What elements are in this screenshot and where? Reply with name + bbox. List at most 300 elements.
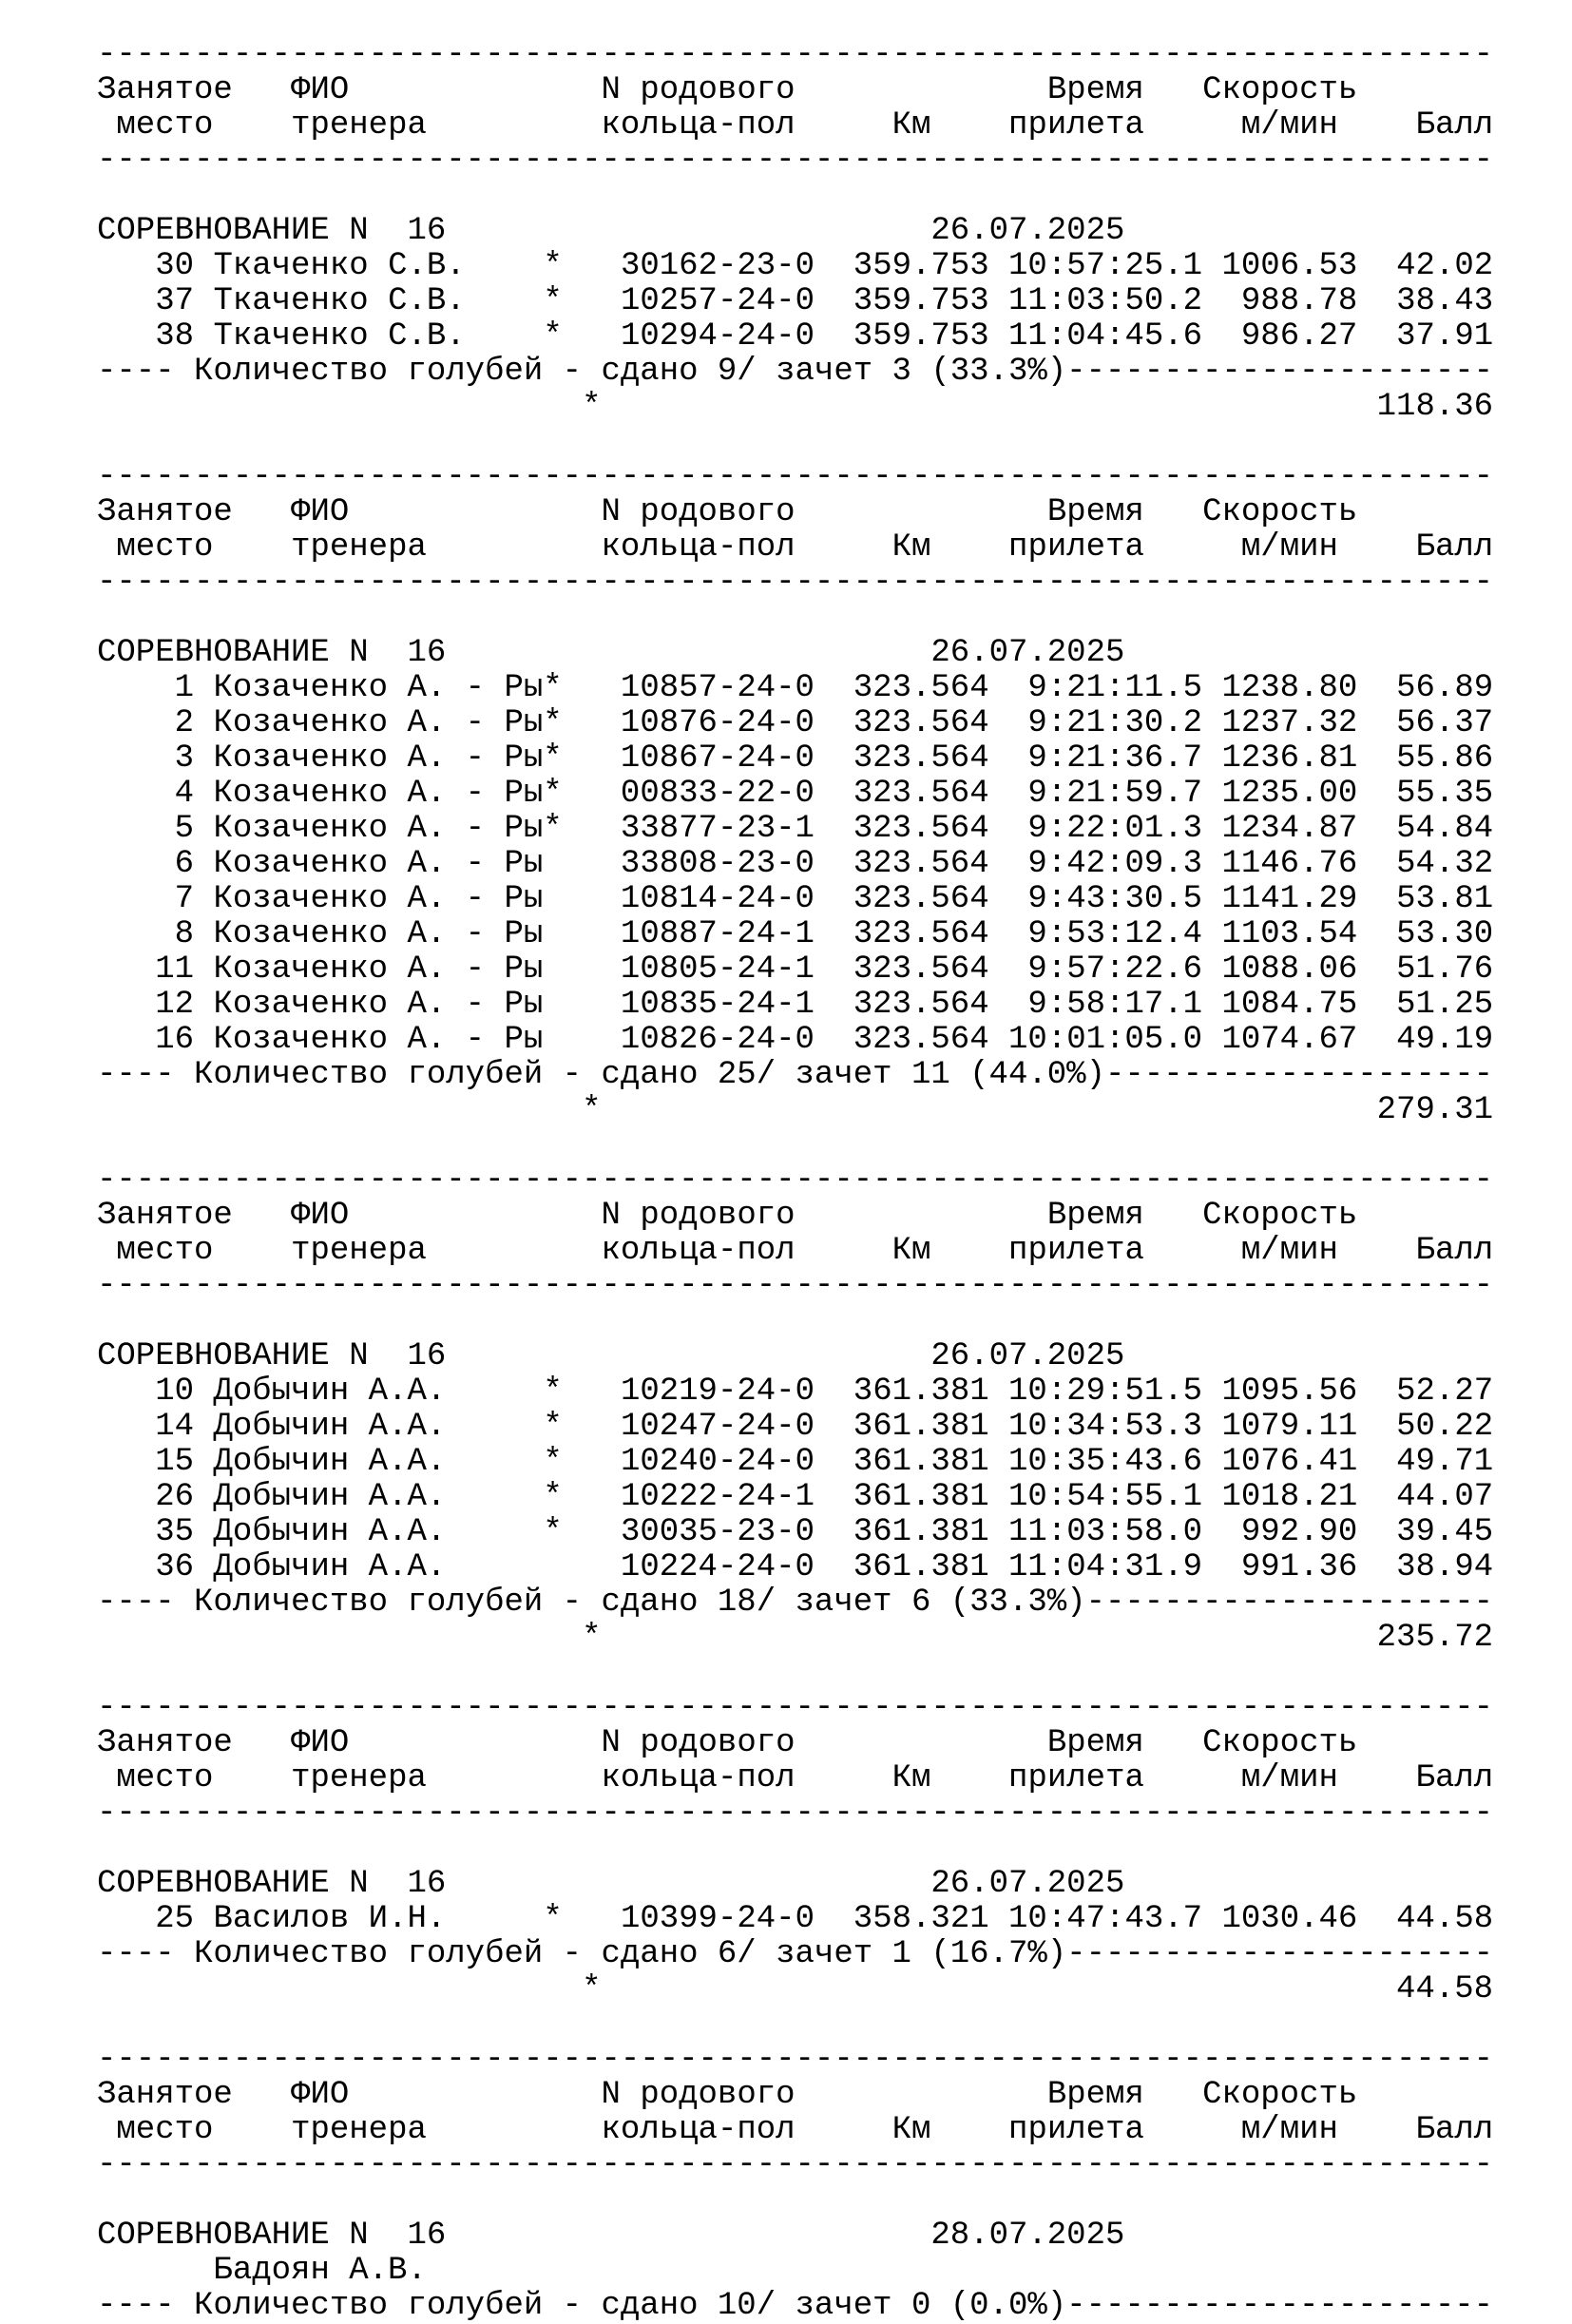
time-cell: 9:21:36.7 [1027,740,1203,777]
score-cell: 54.32 [1396,846,1494,882]
star-mark: * [543,318,563,355]
speed-cell: 1084.75 [1221,987,1358,1023]
place-cell: 38 [155,318,195,355]
blank-line [97,2007,1493,2043]
place-cell: 15 [155,1444,195,1480]
trainer-cell: Козаченко А. - Ры [213,916,544,952]
speed-cell: 1238.80 [1221,670,1358,706]
ring-cell: 10857-24-0 [620,670,815,706]
header-place: Занятое [97,72,233,108]
header-km: Км [891,1233,931,1269]
header-speed: Скорость [1202,72,1358,108]
trainer-cell: Добычин А.А. [213,1444,447,1480]
header-speed: м/мин [1240,107,1338,144]
column-header-line-1 [97,73,1493,108]
trainer-cell: Козаченко А. - Ры [213,846,544,882]
column-header-line-2 [97,1234,1493,1269]
star-mark: * [543,811,563,847]
km-cell: 361.381 [853,1444,989,1480]
time-cell: 10:01:05.0 [1008,1022,1203,1058]
summary-line: ---- Количество голубей - сдано 25/ зачет 11 (44.0%)-------------------- [97,1057,1494,1093]
speed-cell: 1103.54 [1221,916,1358,952]
column-header-line-2 [97,1761,1493,1796]
place-cell: 8 [174,916,195,952]
section-total-line [97,1093,1493,1128]
time-cell: 11:04:31.9 [1008,1549,1203,1585]
competition-date: 26.07.2025 [930,1866,1125,1902]
header-trainer: тренера [291,2112,427,2148]
ring-cell: 10887-24-1 [620,916,815,952]
header-score: Балл [1415,2112,1494,2148]
place-cell: 5 [174,811,195,847]
header-ring: кольца-пол [601,1233,796,1269]
column-header-line-1 [97,1726,1493,1761]
table-row [97,671,1493,706]
table-row [97,1515,1493,1550]
km-cell: 323.564 [853,987,989,1023]
column-header-line-2 [97,530,1493,566]
table-row [97,917,1493,952]
star-mark: * [543,776,563,812]
star-mark: * [543,1514,563,1550]
score-cell: 53.81 [1396,881,1494,917]
table-row [97,1902,1493,1937]
header-trainer: ФИО [291,1198,350,1234]
header-time: прилета [1008,529,1144,566]
speed-cell: 1235.00 [1221,776,1358,812]
speed-cell: 1146.76 [1221,846,1358,882]
section-title-line [97,636,1493,671]
header-trainer: тренера [291,107,427,144]
table-row [97,882,1493,917]
speed-cell: 992.90 [1240,1514,1358,1550]
header-speed: м/мин [1240,1233,1338,1269]
header-time: Время [1046,72,1144,108]
competition-title: СОРЕВНОВАНИЕ N 16 [97,635,447,671]
score-cell: 56.37 [1396,705,1494,741]
separator-line: ------------------------------------------------------------------------ [97,143,1494,179]
ring-cell: 10814-24-0 [620,881,815,917]
time-cell: 10:54:55.1 [1008,1479,1203,1515]
header-place: Занятое [97,1198,233,1234]
trainer-only-row [97,2254,1493,2289]
separator-line: ------------------------------------------------------------------------ [97,1796,1494,1832]
competition-section [97,38,1493,460]
star-mark: * [543,1373,563,1410]
table-row [97,1410,1493,1445]
speed-cell: 1237.32 [1221,705,1358,741]
header-place: Занятое [97,2077,233,2113]
km-cell: 323.564 [853,846,989,882]
header-km: Км [891,107,931,144]
time-cell: 10:57:25.1 [1008,248,1203,284]
trainer-cell: Козаченко А. - Ры [213,811,544,847]
time-cell: 9:21:11.5 [1027,670,1203,706]
summary-line: ---- Количество голубей - сдано 9/ зачет 3 (33.3%)---------------------- [97,354,1494,390]
blank-line [97,1304,1493,1339]
trainer-cell: Ткаченко С.В. [213,318,466,355]
km-cell: 323.564 [853,1022,989,1058]
header-place: Занятое [97,1725,233,1761]
time-cell: 9:21:59.7 [1027,776,1203,812]
star-mark: * [543,1479,563,1515]
header-speed: м/мин [1240,1760,1338,1796]
header-ring: N родового [601,2077,796,2113]
ring-cell: 10257-24-0 [620,283,815,319]
place-cell: 11 [155,951,195,988]
total-score: 118.36 [1376,389,1494,425]
speed-cell: 1236.81 [1221,740,1358,777]
header-trainer: ФИО [291,72,350,108]
header-speed: Скорость [1202,2077,1358,2113]
header-time: Время [1046,1198,1144,1234]
speed-cell: 986.27 [1240,318,1358,355]
time-cell: 9:22:01.3 [1027,811,1203,847]
total-star-mark: * [582,1092,602,1128]
time-cell: 9:53:12.4 [1027,916,1203,952]
km-cell: 323.564 [853,740,989,777]
header-speed: м/мин [1240,529,1338,566]
header-score: Балл [1415,529,1494,566]
section-title-line [97,1867,1493,1902]
score-cell: 38.94 [1396,1549,1494,1585]
time-cell: 9:21:30.2 [1027,705,1203,741]
header-score: Балл [1415,107,1494,144]
total-score: 44.58 [1396,1971,1494,2007]
score-cell: 44.07 [1396,1479,1494,1515]
km-cell: 359.753 [853,318,989,355]
total-star-mark: * [582,1620,602,1656]
ring-cell: 10294-24-0 [620,318,815,355]
section-title-line [97,214,1493,249]
trainer-cell: Козаченко А. - Ры [213,881,544,917]
km-cell: 361.381 [853,1409,989,1445]
score-cell: 42.02 [1396,248,1494,284]
km-cell: 361.381 [853,1514,989,1550]
separator-line: ------------------------------------------------------------------------ [97,1162,1494,1199]
summary-text: ---- Количество голубей - сдано 6/ зачет 1 (16.7%) [97,1936,1067,1972]
ring-cell: 10222-24-1 [620,1479,815,1515]
header-place: Занятое [97,494,233,530]
trainer-cell: Добычин А.А. [213,1373,447,1410]
summary-text: ---- Количество голубей - сдано 10/ зачет 0 (0.0%) [97,2288,1067,2324]
separator-line: ------------------------------------------------------------------------ [97,1690,1494,1726]
place-cell: 25 [155,1901,195,1937]
separator-line: ------------------------------------------------------------------------ [97,1268,1494,1304]
score-cell: 51.76 [1396,951,1494,988]
table-row [97,1374,1493,1410]
competition-title: СОРЕВНОВАНИЕ N 16 [97,2218,447,2254]
column-header-line-2 [97,108,1493,144]
trainer-cell: Добычин А.А. [213,1409,447,1445]
header-place: место [116,1233,214,1269]
total-star-mark: * [582,1971,602,2007]
speed-cell: 1074.67 [1221,1022,1358,1058]
time-cell: 9:58:17.1 [1027,987,1203,1023]
place-cell: 3 [174,740,195,777]
place-cell: 7 [174,881,195,917]
place-cell: 30 [155,248,195,284]
km-cell: 323.564 [853,951,989,988]
km-cell: 323.564 [853,881,989,917]
table-row [97,741,1493,777]
section-total-line [97,390,1493,425]
header-km: Км [891,529,931,566]
km-cell: 358.321 [853,1901,989,1937]
column-header-line-2 [97,2113,1493,2148]
header-speed: м/мин [1240,2112,1338,2148]
trainer-cell: Козаченко А. - Ры [213,987,544,1023]
score-cell: 51.25 [1396,987,1494,1023]
score-cell: 50.22 [1396,1409,1494,1445]
star-mark: * [543,1409,563,1445]
km-cell: 361.381 [853,1373,989,1410]
header-time: Время [1046,2077,1144,2113]
separator-line: ------------------------------------------------------------------------ [97,2147,1494,2183]
header-speed: Скорость [1202,1725,1358,1761]
table-row [97,777,1493,812]
speed-cell: 1079.11 [1221,1409,1358,1445]
km-cell: 323.564 [853,776,989,812]
summary-text: ---- Количество голубей - сдано 18/ зачет 6 (33.3%) [97,1585,1086,1621]
trainer-cell: Козаченко А. - Ры [213,951,544,988]
competition-date: 26.07.2025 [930,213,1125,249]
table-row [97,1550,1493,1585]
star-mark: * [543,1901,563,1937]
header-time: Время [1046,1725,1144,1761]
competition-title: СОРЕВНОВАНИЕ N 16 [97,213,447,249]
header-ring: N родового [601,72,796,108]
table-row [97,319,1493,355]
speed-cell: 1095.56 [1221,1373,1358,1410]
time-cell: 9:57:22.6 [1027,951,1203,988]
header-place: место [116,2112,214,2148]
section-total-line [97,1972,1493,2007]
star-mark: * [543,248,563,284]
table-row [97,1480,1493,1515]
score-cell: 39.45 [1396,1514,1494,1550]
competition-section [97,1163,1493,1691]
header-time: прилета [1008,1233,1144,1269]
score-cell: 54.84 [1396,811,1494,847]
section-total-line [97,1621,1493,1656]
table-row [97,812,1493,847]
competition-date: 26.07.2025 [930,1338,1125,1374]
star-mark: * [543,670,563,706]
score-cell: 56.89 [1396,670,1494,706]
competition-date: 26.07.2025 [930,635,1125,671]
header-score: Балл [1415,1760,1494,1796]
ring-cell: 00833-22-0 [620,776,815,812]
separator-line: ------------------------------------------------------------------------ [97,565,1494,601]
race-results-report [97,38,1493,2324]
score-cell: 44.58 [1396,1901,1494,1937]
ring-cell: 10805-24-1 [620,951,815,988]
ring-cell: 30035-23-0 [620,1514,815,1550]
place-cell: 2 [174,705,195,741]
ring-cell: 10876-24-0 [620,705,815,741]
column-header-line-1 [97,2078,1493,2113]
score-cell: 49.19 [1396,1022,1494,1058]
ring-cell: 10247-24-0 [620,1409,815,1445]
ring-cell: 10867-24-0 [620,740,815,777]
km-cell: 361.381 [853,1479,989,1515]
speed-cell: 991.36 [1240,1549,1358,1585]
trainer-cell: Ткаченко С.В. [213,283,466,319]
summary-line: ---- Количество голубей - сдано 10/ зачет 0 (0.0%)---------------------- [97,2288,1494,2324]
place-cell: 10 [155,1373,195,1410]
header-trainer: тренера [291,529,427,566]
table-row [97,847,1493,882]
score-cell: 49.71 [1396,1444,1494,1480]
km-cell: 323.564 [853,670,989,706]
trainer-cell: Козаченко А. - Ры [213,705,544,741]
table-row [97,706,1493,741]
column-header-line-1 [97,1199,1493,1234]
time-cell: 9:42:09.3 [1027,846,1203,882]
time-cell: 9:43:30.5 [1027,881,1203,917]
header-speed: Скорость [1202,494,1358,530]
ring-cell: 10835-24-1 [620,987,815,1023]
km-cell: 323.564 [853,705,989,741]
header-place: место [116,529,214,566]
score-cell: 37.91 [1396,318,1494,355]
blank-line [97,2183,1493,2218]
speed-cell: 1141.29 [1221,881,1358,917]
blank-line [97,179,1493,214]
trainer-cell: Ткаченко С.В. [213,248,466,284]
time-cell: 10:34:53.3 [1008,1409,1203,1445]
header-km: Км [891,2112,931,2148]
star-mark: * [543,740,563,777]
km-cell: 323.564 [853,811,989,847]
trainer-cell: Добычин А.А. [213,1514,447,1550]
km-cell: 359.753 [853,248,989,284]
table-row [97,284,1493,319]
speed-cell: 1076.41 [1221,1444,1358,1480]
competition-date: 28.07.2025 [930,2218,1125,2254]
summary-text: ---- Количество голубей - сдано 25/ зачет 11 (44.0%) [97,1057,1105,1093]
header-ring: кольца-пол [601,1760,796,1796]
star-mark: * [543,283,563,319]
ring-cell: 10240-24-0 [620,1444,815,1480]
header-ring: N родового [601,1198,796,1234]
star-mark: * [543,1444,563,1480]
speed-cell: 1088.06 [1221,951,1358,988]
trainer-cell: Бадоян А.В. [213,2253,427,2289]
competition-section [97,2043,1493,2324]
time-cell: 10:35:43.6 [1008,1444,1203,1480]
table-row [97,1445,1493,1480]
header-place: место [116,1760,214,1796]
speed-cell: 1006.53 [1221,248,1358,284]
score-cell: 55.86 [1396,740,1494,777]
place-cell: 26 [155,1479,195,1515]
header-trainer: ФИО [291,494,350,530]
header-ring: кольца-пол [601,107,796,144]
blank-line [97,1128,1493,1163]
header-time: Время [1046,494,1144,530]
trainer-cell: Козаченко А. - Ры [213,776,544,812]
ring-cell: 33877-23-1 [620,811,815,847]
header-trainer: ФИО [291,2077,350,2113]
trainer-cell: Василов И.Н. [213,1901,447,1937]
ring-cell: 30162-23-0 [620,248,815,284]
place-cell: 16 [155,1022,195,1058]
star-mark: * [543,705,563,741]
place-cell: 14 [155,1409,195,1445]
column-header-line-1 [97,495,1493,530]
place-cell: 37 [155,283,195,319]
blank-line [97,425,1493,460]
score-cell: 38.43 [1396,283,1494,319]
header-time: прилета [1008,1760,1144,1796]
ring-cell: 10219-24-0 [620,1373,815,1410]
competition-title: СОРЕВНОВАНИЕ N 16 [97,1866,447,1902]
time-cell: 11:04:45.6 [1008,318,1203,355]
place-cell: 4 [174,776,195,812]
time-cell: 10:29:51.5 [1008,1373,1203,1410]
speed-cell: 1030.46 [1221,1901,1358,1937]
blank-line [97,1656,1493,1691]
ring-cell: 33808-23-0 [620,846,815,882]
summary-line: ---- Количество голубей - сдано 18/ зачет 6 (33.3%)--------------------- [97,1585,1494,1621]
time-cell: 11:03:58.0 [1008,1514,1203,1550]
trainer-cell: Добычин А.А. [213,1549,447,1585]
km-cell: 323.564 [853,916,989,952]
total-score: 235.72 [1376,1620,1494,1656]
header-speed: Скорость [1202,1198,1358,1234]
header-time: прилета [1008,107,1144,144]
section-title-line [97,2218,1493,2254]
header-trainer: ФИО [291,1725,350,1761]
ring-cell: 10224-24-0 [620,1549,815,1585]
ring-cell: 10399-24-0 [620,1901,815,1937]
speed-cell: 1234.87 [1221,811,1358,847]
competition-section [97,460,1493,1163]
km-cell: 361.381 [853,1549,989,1585]
speed-cell: 1018.21 [1221,1479,1358,1515]
summary-text: ---- Количество голубей - сдано 9/ зачет 3 (33.3%) [97,354,1067,390]
place-cell: 1 [174,670,195,706]
competition-title: СОРЕВНОВАНИЕ N 16 [97,1338,447,1374]
blank-line [97,601,1493,636]
header-trainer: тренера [291,1233,427,1269]
score-cell: 55.35 [1396,776,1494,812]
table-row [97,1023,1493,1058]
table-row [97,952,1493,988]
header-place: место [116,107,214,144]
header-score: Балл [1415,1233,1494,1269]
place-cell: 36 [155,1549,195,1585]
blank-line [97,1832,1493,1867]
total-score: 279.31 [1376,1092,1494,1128]
trainer-cell: Козаченко А. - Ры [213,740,544,777]
header-ring: кольца-пол [601,2112,796,2148]
time-cell: 11:03:50.2 [1008,283,1203,319]
total-star-mark: * [582,389,602,425]
summary-line: ---- Количество голубей - сдано 6/ зачет 1 (16.7%)---------------------- [97,1936,1494,1972]
trainer-cell: Козаченко А. - Ры [213,670,544,706]
place-cell: 35 [155,1514,195,1550]
section-title-line [97,1339,1493,1374]
header-ring: N родового [601,1725,796,1761]
ring-cell: 10826-24-0 [620,1022,815,1058]
competition-section [97,1691,1493,2043]
score-cell: 53.30 [1396,916,1494,952]
header-trainer: тренера [291,1760,427,1796]
header-ring: N родового [601,494,796,530]
